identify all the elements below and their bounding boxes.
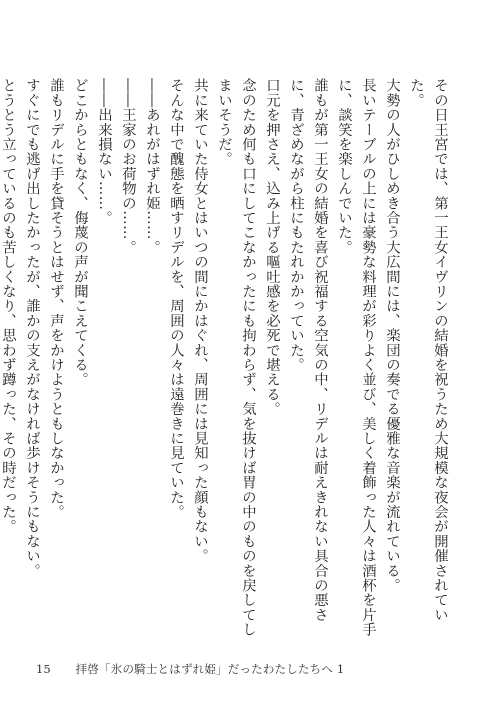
paragraph: ――王家のお荷物の……。 — [120, 78, 136, 255]
running-title: 拝啓「氷の騎士とはずれ姫」だったわたしたちへ 1 — [75, 662, 345, 676]
page-footer — [36, 661, 466, 677]
paragraph: 共に来ていた侍女とはいつの間にかはぐれ、周囲には見知った顔もない。 — [192, 78, 208, 564]
paragraph: その日王宮では、第一王女イヴリンの結婚を祝うため大規模な夜会が開催されていた。 — [408, 78, 448, 622]
page-number: 15 — [36, 662, 51, 676]
paragraph: とうとう立っているのも苦しくなり、思わず蹲った、その時だった。 — [0, 78, 16, 534]
paragraph: 誰もリデルに手を貸そうとはせず、声をかけようともしなかった。 — [48, 78, 64, 519]
paragraph: 念のため何も口にしてこなかったにも拘わらず、気を抜けば胃の中のものを戻してしまいそうだ。 — [216, 78, 256, 637]
paragraph: すぐにでも逃げ出したかったが、誰かの支えがなければ歩けそうにもない。 — [24, 78, 40, 578]
body-text — [0, 78, 452, 638]
paragraph: 大勢の人がひしめき合う大広間には、楽団の奏でる優雅な音楽が流れている。 — [384, 78, 400, 593]
paragraph: ――出来損ない……。 — [96, 78, 112, 225]
paragraph: 口元を押さえ、込み上げる嘔吐感を必死で堪える。 — [264, 78, 280, 417]
paragraph: そんな中で醜態を晒すリデルを、周囲の人々は遠巻きに見ていた。 — [168, 78, 184, 519]
paragraph: 長いテーブルの上には豪勢な料理が彩りよく並び、美しく着飾った人々は酒杯を片手に、談笑を楽しんでいた。 — [336, 78, 376, 637]
paragraph: ――あれがはずれ姫……。 — [144, 78, 160, 255]
paragraph: 誰もが第一王女の結婚を喜び祝福する空気の中、リデルは耐えきれない具合の悪さに、青ざめながら柱にもたれかかっていた。 — [288, 78, 328, 622]
paragraph: どこからともなく、侮蔑の声が聞こえてくる。 — [72, 78, 88, 387]
